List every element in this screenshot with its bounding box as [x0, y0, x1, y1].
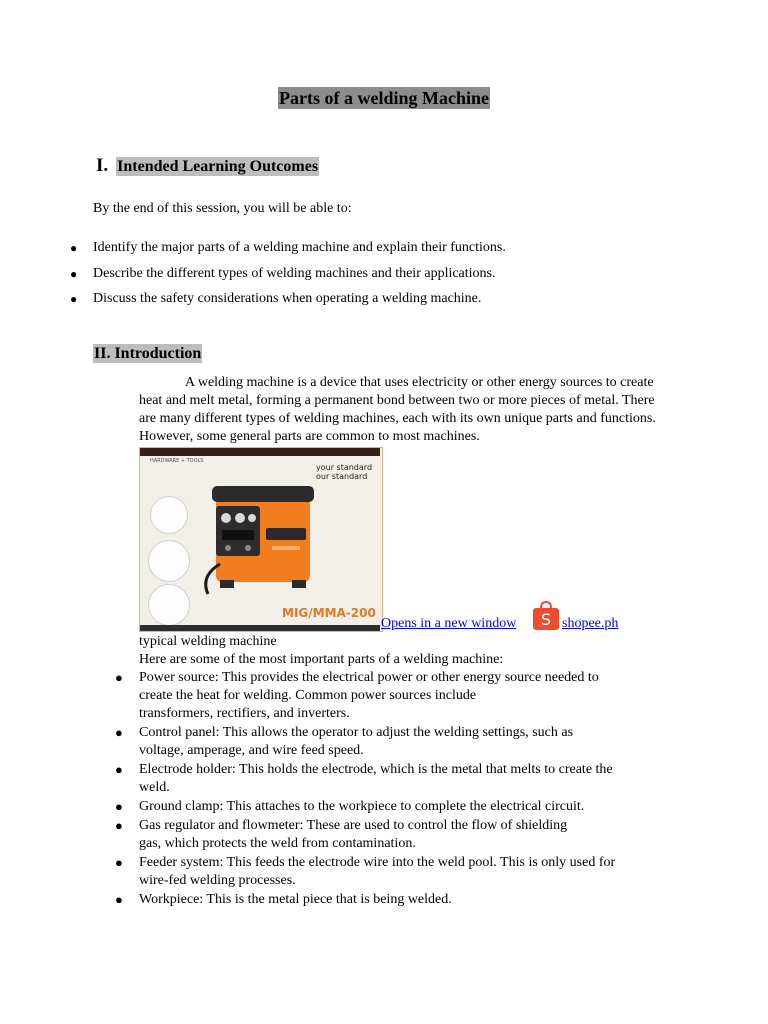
bullet-icon: ● — [115, 762, 123, 777]
list-item-text: Describe the different types of welding machines and their applications. — [93, 265, 496, 281]
list-item-line: wire-fed welding processes. — [139, 873, 296, 888]
open-new-window-link[interactable]: Opens in a new window — [381, 616, 517, 631]
accessory-clamp-icon — [150, 496, 188, 534]
accessory-hose-icon — [148, 584, 190, 626]
image-top-label: HARDWARE + TOOLS — [150, 458, 204, 464]
image-tag-line1: your standard — [316, 463, 373, 472]
bullet-icon: ● — [115, 855, 123, 870]
list-item-line: gas, which protects the weld from contamination. — [139, 836, 416, 851]
parts-list — [115, 669, 685, 910]
outcomes-list — [70, 238, 506, 315]
image-bottom-bar — [140, 625, 380, 631]
list-item — [115, 798, 685, 816]
list-item-line: Ground clamp: This attaches to the workpiece to complete the electrical circuit. — [139, 799, 585, 814]
image-tag-line2: our standard — [316, 472, 368, 481]
shopee-icon-letter: S — [540, 610, 552, 629]
list-item — [70, 264, 506, 290]
list-item — [115, 817, 685, 853]
bullet-icon: ● — [115, 725, 123, 740]
bullet-icon: ● — [70, 292, 78, 307]
shopee-link[interactable]: shopee.ph — [562, 616, 619, 631]
list-item — [115, 891, 685, 909]
bullet-icon: ● — [115, 892, 123, 907]
outcomes-intro: By the end of this session, you will be able to: — [93, 201, 352, 216]
bullet-icon: ● — [115, 799, 123, 814]
image-caption: typical welding machine — [139, 634, 277, 649]
section-heading-introduction — [93, 343, 202, 365]
list-item-line: Control panel: This allows the operator to adjust the welding settings, such as — [139, 725, 574, 740]
list-item — [115, 854, 685, 890]
list-item-line: Workpiece: This is the metal piece that is being welded. — [139, 892, 452, 907]
list-item — [70, 289, 506, 315]
list-item-line: Electrode holder: This holds the electrode, which is the metal that melts to create the — [139, 762, 613, 777]
bullet-icon: ● — [70, 266, 78, 281]
list-item — [70, 238, 506, 264]
image-model-text: MIG/MMA-200 — [282, 606, 376, 620]
document-title — [0, 87, 768, 109]
shopee-bag-icon[interactable] — [531, 600, 561, 631]
list-item-line: create the heat for welding. Common power sources include — [139, 688, 477, 703]
list-item — [115, 761, 685, 797]
list-item-text: Discuss the safety considerations when operating a welding machine. — [93, 291, 482, 307]
section-heading-text: Intended Learning Outcomes — [117, 158, 319, 175]
image-top-bar — [140, 448, 380, 456]
list-item — [115, 669, 685, 723]
list-item-line: Power source: This provides the electrical power or other energy source needed to — [139, 670, 599, 685]
bullet-icon: ● — [115, 818, 123, 833]
list-item-line: Feeder system: This feeds the electrode wire into the weld pool. This is only used for — [139, 855, 616, 870]
welding-machine-icon — [200, 476, 318, 596]
list-item-line: voltage, amperage, and wire feed speed. — [139, 743, 364, 758]
image-brand-tag — [316, 463, 372, 481]
list-item-line: weld. — [139, 780, 170, 795]
accessory-cable-icon — [148, 540, 190, 582]
introduction-paragraph: A welding machine is a device that uses electricity or other energy sources to create heat and melt metal, forming a permanent bond between two or more pieces of metal. There are many different types of welding machines, each with its own unique parts and functions. However, some general parts are common to most machines. — [139, 375, 656, 444]
list-item — [115, 724, 685, 760]
section-heading-text: II. Introduction — [94, 345, 202, 362]
list-item-text: Identify the major parts of a welding machine and explain their functions. — [93, 240, 506, 255]
section-number: I. — [96, 155, 109, 176]
bullet-icon: ● — [115, 670, 123, 685]
document-title-text: Parts of a welding Machine — [279, 88, 489, 108]
list-item-line: transformers, rectifiers, and inverters. — [139, 706, 350, 721]
parts-lead-text: Here are some of the most important parts of a welding machine: — [139, 652, 504, 667]
bullet-icon: ● — [70, 241, 78, 255]
list-item-line: Gas regulator and flowmeter: These are used to control the flow of shielding — [139, 818, 568, 833]
section-heading-outcomes — [96, 155, 319, 178]
welding-machine-image[interactable] — [139, 447, 383, 632]
